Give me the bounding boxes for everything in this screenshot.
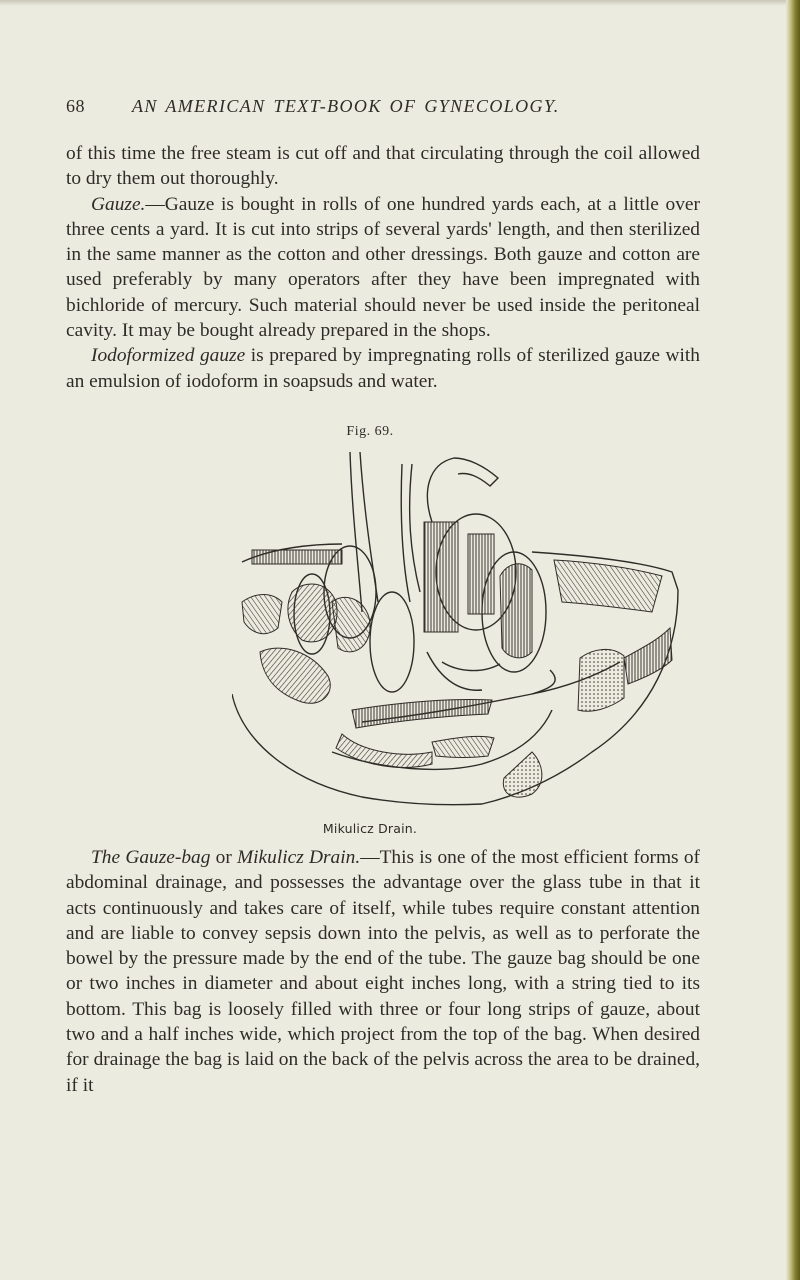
term-mikulicz-drain: Mikulicz Drain. [237, 847, 361, 868]
figure-label: Fig. 69. [346, 424, 394, 439]
figure-illustration [232, 452, 692, 814]
term-gauze: Gauze. [91, 193, 146, 215]
term-iodoformized: Iodoformized gauze [91, 345, 246, 367]
term-gauze-bag: The Gauze-bag [91, 847, 211, 868]
paragraph-mikulicz: The Gauze-bag or Mikulicz Drain.—This is one of the most efficient forms of abdominal drainage, and possesses the advantage over the glass tube in that it acts continuously and takes care of itself, while tubes require constant attention and are liable to convey sepsis down into the pelvis, as well as to perforate the bowel by the pressure made by the end of the tube. The gauze bag should be one or two inches in diameter and about eight inches long, with a string tied to its bottom. This bag is loosely filled with three or four long strips of gauze, about two and a half inches wide, which project from the top of the bag. When desired for drainage the bag is laid on the back of the pelvis across the area to be drained, if it [66, 847, 700, 1096]
page-edge [786, 0, 800, 1280]
page-top-shadow [0, 0, 800, 6]
bottom-text-block [66, 845, 700, 1098]
running-title: AN AMERICAN TEXT-BOOK OF GYNECOLOGY. [132, 96, 560, 116]
paragraph-continuation: of this time the free steam is cut off and that circulating through the coil allowed to dry them out thoroughly. [66, 143, 700, 190]
top-text-block [66, 141, 700, 394]
paragraph-iodoformized: Iodoformized gauze is prepared by impregnating rolls of sterilized gauze with an emulsion of iodoform in soapsuds and water. [66, 345, 701, 392]
figure-caption: Mikulicz Drain. [322, 821, 418, 836]
running-head [66, 96, 698, 120]
paragraph-gauze: Gauze.—Gauze is bought in rolls of one hundred yards each, at a little over three cents a yard. It is cut into strips of several yards' length, and then sterilized in the same manner as the cotton and other dressings. Both gauze and cotton are used preferably by many operators after they have been impregnated with bichloride of mercury. Such material should never be used inside the peritoneal cavity. It may be bought already prepared in the shops. [66, 193, 700, 342]
anatomical-section-illustration [232, 452, 692, 814]
page-number: 68 [66, 96, 85, 116]
